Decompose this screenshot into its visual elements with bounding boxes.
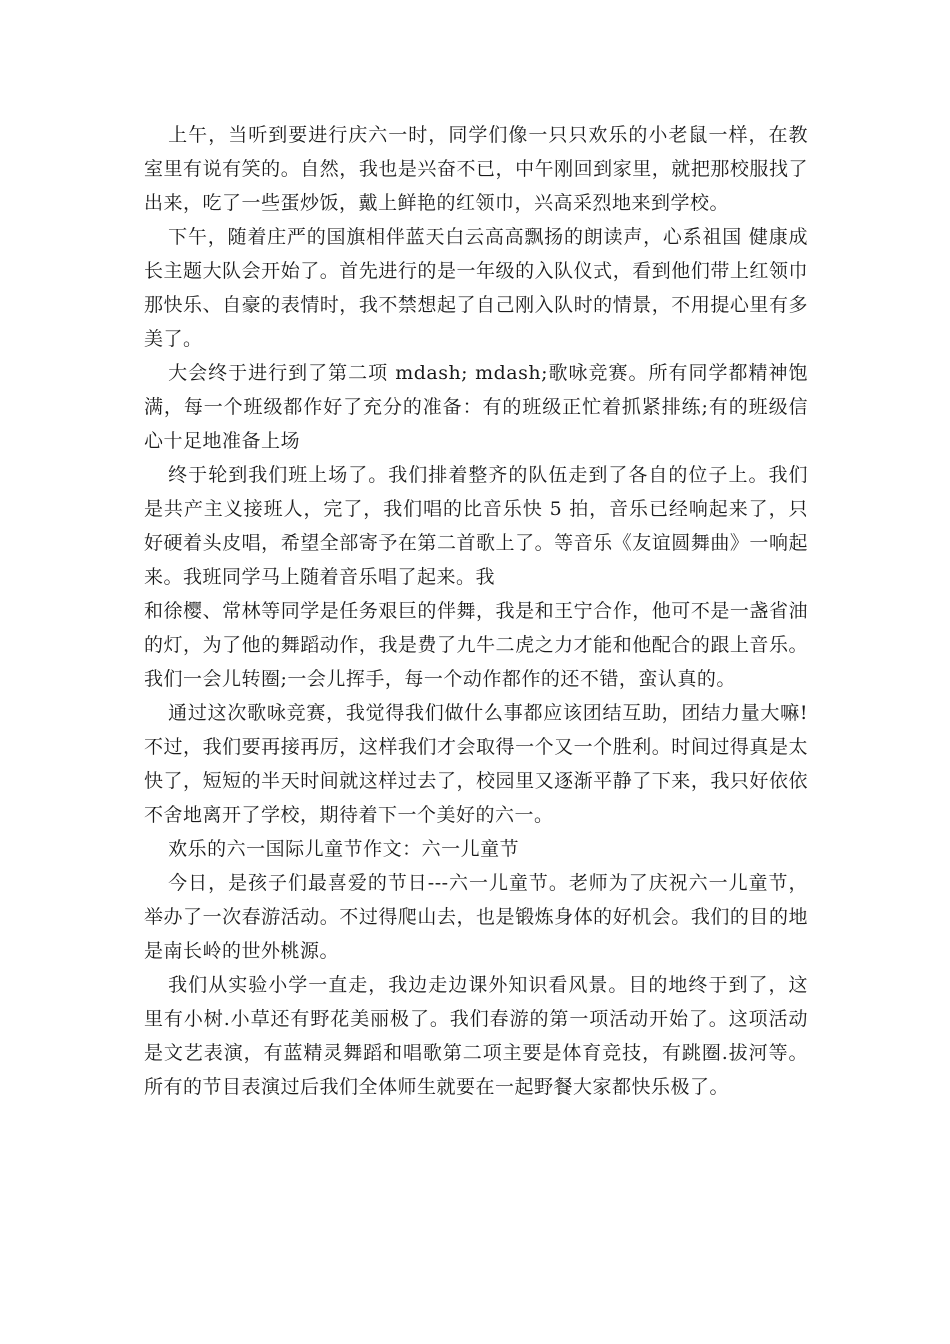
paragraph-singing-contest: 大会终于进行到了第二项 mdash; mdash;歌咏竞赛。所有同学都精神饱满，每一个班级都作好了充分的准备：有的班级正忙着抓紧排练;有的班级信心十足地准备上场: [144, 362, 808, 452]
paragraph-reflection: 通过这次歌咏竞赛，我觉得我们做什么事都应该团结互助，团结力量大嘛!不过，我们要再接再厉，这样我们才会取得一个又一个胜利。时间过得真是太快了，短短的半天时间就这样过去了，校园里又逐渐平静了下来，我只好依依不舍地离开了学校，期待着下一个美好的六一。: [144, 702, 808, 826]
paragraph-dance-partners: 和徐樱、常林等同学是任务艰巨的伴舞，我是和王宁合作，他可不是一盏省油的灯，为了他的舞蹈动作，我是费了九牛二虎之力才能和他配合的跟上音乐。我们一会儿转圈;一会儿挥手，每一个动作都作的还不错，蛮认真的。: [144, 600, 808, 690]
paragraph-morning: 上午，当听到要进行庆六一时，同学们像一只只欢乐的小老鼠一样，在教室里有说有笑的。自然，我也是兴奋不已，中午刚回到家里，就把那校服找了出来，吃了一些蛋炒饭，戴上鲜艳的红领巾，兴高采烈地来到学校。: [144, 124, 808, 214]
paragraph-spring-outing: 我们从实验小学一直走，我边走边课外知识看风景。目的地终于到了，这里有小树.小草还有野花美丽极了。我们春游的第一项活动开始了。这项活动是文艺表演，有蓝精灵舞蹈和唱歌第二项主要是体育竞技，有跳圈.拔河等。所有的节目表演过后我们全体师生就要在一起野餐大家都快乐极了。: [144, 974, 808, 1098]
essay-title: 欢乐的六一国际儿童节作文：六一儿童节: [168, 838, 520, 860]
document-body: [144, 118, 808, 1104]
paragraph-afternoon: 下午，随着庄严的国旗相伴蓝天白云高高飘扬的朗读声，心系祖国 健康成长主题大队会开始了。首先进行的是一年级的入队仪式，看到他们带上红领巾那快乐、自豪的表情时，我不禁想起了自己刚入队时的情景，不用提心里有多美了。: [144, 226, 808, 350]
paragraph-childrens-day: 今日，是孩子们最喜爱的节日---六一儿童节。老师为了庆祝六一儿童节，举办了一次春游活动。不过得爬山去，也是锻炼身体的好机会。我们的目的地是南长岭的世外桃源。: [144, 872, 808, 962]
paragraph-our-class: 终于轮到我们班上场了。我们排着整齐的队伍走到了各自的位子上。我们是共产主义接班人，完了，我们唱的比音乐快 5 拍，音乐已经响起来了，只好硬着头皮唱，希望全部寄予在第二首歌上了。等音乐《友谊圆舞曲》一响起来。我班同学马上随着音乐唱了起来。我: [144, 464, 808, 588]
